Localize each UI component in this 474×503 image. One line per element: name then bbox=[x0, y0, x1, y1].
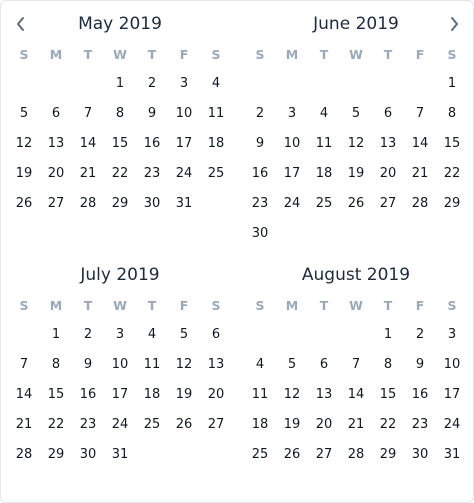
day-cell[interactable]: 7 bbox=[415, 106, 425, 121]
day-cell[interactable]: 26 bbox=[15, 196, 33, 211]
day-cell[interactable]: 21 bbox=[15, 417, 33, 432]
day-cell[interactable]: 27 bbox=[47, 196, 65, 211]
empty-day-cell bbox=[40, 69, 72, 99]
day-cell[interactable]: 18 bbox=[251, 417, 269, 432]
weekday-label: F bbox=[415, 47, 425, 62]
weekday-label: M bbox=[285, 298, 299, 313]
day-cell[interactable]: 4 bbox=[147, 327, 157, 342]
weekday-label: T bbox=[319, 298, 329, 313]
day-cell[interactable]: 5 bbox=[351, 106, 361, 121]
day-cell[interactable]: 1 bbox=[383, 327, 393, 342]
day-cell[interactable]: 23 bbox=[79, 417, 97, 432]
day-cell[interactable]: 8 bbox=[447, 106, 457, 121]
day-cell[interactable]: 30 bbox=[79, 447, 97, 462]
day-cell[interactable]: 16 bbox=[79, 387, 97, 402]
day-cell[interactable]: 12 bbox=[175, 357, 193, 372]
day-cell[interactable]: 19 bbox=[347, 166, 365, 181]
day-cell[interactable]: 27 bbox=[315, 447, 333, 462]
day-cell[interactable]: 3 bbox=[447, 327, 457, 342]
weekday-label: S bbox=[447, 298, 457, 313]
day-cell[interactable]: 29 bbox=[379, 447, 397, 462]
day-cell[interactable]: 20 bbox=[207, 387, 225, 402]
day-grid bbox=[8, 69, 232, 219]
day-cell[interactable]: 21 bbox=[347, 417, 365, 432]
day-cell[interactable]: 10 bbox=[111, 357, 129, 372]
weekday-label: T bbox=[383, 47, 393, 62]
day-cell[interactable]: 24 bbox=[283, 196, 301, 211]
day-cell[interactable]: 10 bbox=[283, 136, 301, 151]
day-cell[interactable]: 28 bbox=[347, 447, 365, 462]
day-cell[interactable]: 20 bbox=[315, 417, 333, 432]
month-title: August 2019 bbox=[301, 265, 411, 285]
empty-day-cell bbox=[404, 69, 436, 99]
weekday-label: W bbox=[113, 298, 127, 313]
day-cell[interactable]: 5 bbox=[179, 327, 189, 342]
day-cell[interactable]: 25 bbox=[251, 447, 269, 462]
day-cell[interactable]: 2 bbox=[255, 106, 265, 121]
day-cell[interactable]: 2 bbox=[83, 327, 93, 342]
weekday-label: W bbox=[113, 47, 127, 62]
day-cell[interactable]: 17 bbox=[283, 166, 301, 181]
weekday-header bbox=[8, 298, 232, 314]
day-cell[interactable]: 30 bbox=[143, 196, 161, 211]
weekday-label: T bbox=[383, 298, 393, 313]
empty-day-cell bbox=[244, 69, 276, 99]
weekday-label: S bbox=[19, 47, 29, 62]
day-cell[interactable]: 11 bbox=[251, 387, 269, 402]
day-cell[interactable]: 17 bbox=[443, 387, 461, 402]
day-grid bbox=[244, 320, 468, 470]
day-cell[interactable]: 19 bbox=[175, 387, 193, 402]
day-cell[interactable]: 9 bbox=[83, 357, 93, 372]
day-cell[interactable]: 19 bbox=[15, 166, 33, 181]
day-cell[interactable]: 11 bbox=[143, 357, 161, 372]
day-cell[interactable]: 6 bbox=[319, 357, 329, 372]
weekday-label: F bbox=[415, 298, 425, 313]
empty-day-cell bbox=[340, 69, 372, 99]
day-cell[interactable]: 30 bbox=[251, 226, 269, 241]
day-cell[interactable]: 31 bbox=[175, 196, 193, 211]
day-cell[interactable]: 16 bbox=[411, 387, 429, 402]
weekday-label: M bbox=[49, 47, 63, 62]
day-cell[interactable]: 26 bbox=[175, 417, 193, 432]
day-cell[interactable]: 29 bbox=[47, 447, 65, 462]
month-title: June 2019 bbox=[313, 14, 399, 34]
day-cell[interactable]: 25 bbox=[315, 196, 333, 211]
day-cell[interactable]: 13 bbox=[379, 136, 397, 151]
weekday-label: S bbox=[255, 47, 265, 62]
day-cell[interactable]: 13 bbox=[47, 136, 65, 151]
day-cell[interactable]: 17 bbox=[111, 387, 129, 402]
day-cell[interactable]: 23 bbox=[143, 166, 161, 181]
day-cell[interactable]: 18 bbox=[207, 136, 225, 151]
day-cell[interactable]: 1 bbox=[115, 76, 125, 91]
day-cell[interactable]: 17 bbox=[175, 136, 193, 151]
empty-day-cell bbox=[244, 320, 276, 350]
day-cell[interactable]: 8 bbox=[115, 106, 125, 121]
day-cell[interactable]: 10 bbox=[175, 106, 193, 121]
weekday-label: T bbox=[83, 298, 93, 313]
day-cell[interactable]: 2 bbox=[147, 76, 157, 91]
day-cell[interactable]: 2 bbox=[415, 327, 425, 342]
day-cell[interactable]: 23 bbox=[411, 417, 429, 432]
day-cell[interactable]: 21 bbox=[79, 166, 97, 181]
weekday-label: S bbox=[211, 298, 221, 313]
day-cell[interactable]: 27 bbox=[379, 196, 397, 211]
day-cell[interactable]: 22 bbox=[379, 417, 397, 432]
weekday-label: W bbox=[349, 298, 363, 313]
day-cell[interactable]: 28 bbox=[411, 196, 429, 211]
day-cell[interactable]: 3 bbox=[115, 327, 125, 342]
empty-day-cell bbox=[372, 69, 404, 99]
day-cell[interactable]: 1 bbox=[51, 327, 61, 342]
weekday-header bbox=[244, 298, 468, 314]
day-cell[interactable]: 3 bbox=[179, 76, 189, 91]
weekday-header bbox=[244, 47, 468, 63]
day-cell[interactable]: 28 bbox=[79, 196, 97, 211]
day-cell[interactable]: 23 bbox=[251, 196, 269, 211]
day-cell[interactable]: 30 bbox=[411, 447, 429, 462]
empty-day-cell bbox=[276, 320, 308, 350]
day-cell[interactable]: 11 bbox=[315, 136, 333, 151]
weekday-label: F bbox=[179, 47, 189, 62]
weekday-label: M bbox=[285, 47, 299, 62]
day-cell[interactable]: 1 bbox=[447, 76, 457, 91]
day-cell[interactable]: 18 bbox=[143, 387, 161, 402]
day-grid bbox=[244, 69, 468, 249]
day-cell[interactable]: 15 bbox=[443, 136, 461, 151]
day-cell[interactable]: 6 bbox=[51, 106, 61, 121]
day-cell[interactable]: 12 bbox=[283, 387, 301, 402]
day-cell[interactable]: 8 bbox=[383, 357, 393, 372]
day-cell[interactable]: 12 bbox=[347, 136, 365, 151]
day-cell[interactable]: 14 bbox=[411, 136, 429, 151]
weekday-header bbox=[8, 47, 232, 63]
day-cell[interactable]: 14 bbox=[347, 387, 365, 402]
day-cell[interactable]: 13 bbox=[207, 357, 225, 372]
day-cell[interactable]: 31 bbox=[111, 447, 129, 462]
day-grid bbox=[8, 320, 232, 470]
day-cell[interactable]: 20 bbox=[379, 166, 397, 181]
weekday-label: S bbox=[447, 47, 457, 62]
day-cell[interactable]: 9 bbox=[255, 136, 265, 151]
day-cell[interactable]: 12 bbox=[15, 136, 33, 151]
day-cell[interactable]: 3 bbox=[287, 106, 297, 121]
empty-day-cell bbox=[72, 69, 104, 99]
empty-day-cell bbox=[276, 69, 308, 99]
weekday-label: M bbox=[49, 298, 63, 313]
day-cell[interactable]: 16 bbox=[251, 166, 269, 181]
day-cell[interactable]: 22 bbox=[111, 166, 129, 181]
weekday-label: F bbox=[179, 298, 189, 313]
day-cell[interactable]: 19 bbox=[283, 417, 301, 432]
day-cell[interactable]: 6 bbox=[383, 106, 393, 121]
day-cell[interactable]: 18 bbox=[315, 166, 333, 181]
day-cell[interactable]: 22 bbox=[47, 417, 65, 432]
day-cell[interactable]: 10 bbox=[443, 357, 461, 372]
day-cell[interactable]: 31 bbox=[443, 447, 461, 462]
day-cell[interactable]: 20 bbox=[47, 166, 65, 181]
day-cell[interactable]: 26 bbox=[283, 447, 301, 462]
day-cell[interactable]: 4 bbox=[319, 106, 329, 121]
day-cell[interactable]: 16 bbox=[143, 136, 161, 151]
empty-day-cell bbox=[340, 320, 372, 350]
day-cell[interactable]: 9 bbox=[147, 106, 157, 121]
weekday-label: S bbox=[211, 47, 221, 62]
weekday-label: S bbox=[19, 298, 29, 313]
day-cell[interactable]: 6 bbox=[211, 327, 221, 342]
day-cell[interactable]: 7 bbox=[83, 106, 93, 121]
day-cell[interactable]: 15 bbox=[111, 136, 129, 151]
weekday-label: T bbox=[147, 298, 157, 313]
weekday-label: T bbox=[147, 47, 157, 62]
day-cell[interactable]: 26 bbox=[347, 196, 365, 211]
day-cell[interactable]: 4 bbox=[255, 357, 265, 372]
day-cell[interactable]: 25 bbox=[143, 417, 161, 432]
day-cell[interactable]: 8 bbox=[51, 357, 61, 372]
weekday-label: T bbox=[83, 47, 93, 62]
day-cell[interactable]: 11 bbox=[207, 106, 225, 121]
day-cell[interactable]: 14 bbox=[15, 387, 33, 402]
month-title: May 2019 bbox=[78, 14, 162, 34]
day-cell[interactable]: 14 bbox=[79, 136, 97, 151]
weekday-label: S bbox=[255, 298, 265, 313]
empty-day-cell bbox=[8, 69, 40, 99]
empty-day-cell bbox=[8, 320, 40, 350]
day-cell[interactable]: 5 bbox=[19, 106, 29, 121]
day-cell[interactable]: 9 bbox=[415, 357, 425, 372]
day-cell[interactable]: 29 bbox=[111, 196, 129, 211]
empty-day-cell bbox=[308, 69, 340, 99]
day-cell[interactable]: 28 bbox=[15, 447, 33, 462]
day-cell[interactable]: 25 bbox=[207, 166, 225, 181]
day-cell[interactable]: 13 bbox=[315, 387, 333, 402]
day-cell[interactable]: 21 bbox=[411, 166, 429, 181]
day-cell[interactable]: 24 bbox=[111, 417, 129, 432]
day-cell[interactable]: 24 bbox=[175, 166, 193, 181]
month-title: July 2019 bbox=[80, 265, 160, 285]
day-cell[interactable]: 5 bbox=[287, 357, 297, 372]
weekday-label: W bbox=[349, 47, 363, 62]
day-cell[interactable]: 27 bbox=[207, 417, 225, 432]
day-cell[interactable]: 15 bbox=[47, 387, 65, 402]
day-cell[interactable]: 22 bbox=[443, 166, 461, 181]
day-cell[interactable]: 4 bbox=[211, 76, 221, 91]
day-cell[interactable]: 7 bbox=[19, 357, 29, 372]
day-cell[interactable]: 24 bbox=[443, 417, 461, 432]
day-cell[interactable]: 29 bbox=[443, 196, 461, 211]
day-cell[interactable]: 15 bbox=[379, 387, 397, 402]
day-cell[interactable]: 7 bbox=[351, 357, 361, 372]
empty-day-cell bbox=[308, 320, 340, 350]
weekday-label: T bbox=[319, 47, 329, 62]
